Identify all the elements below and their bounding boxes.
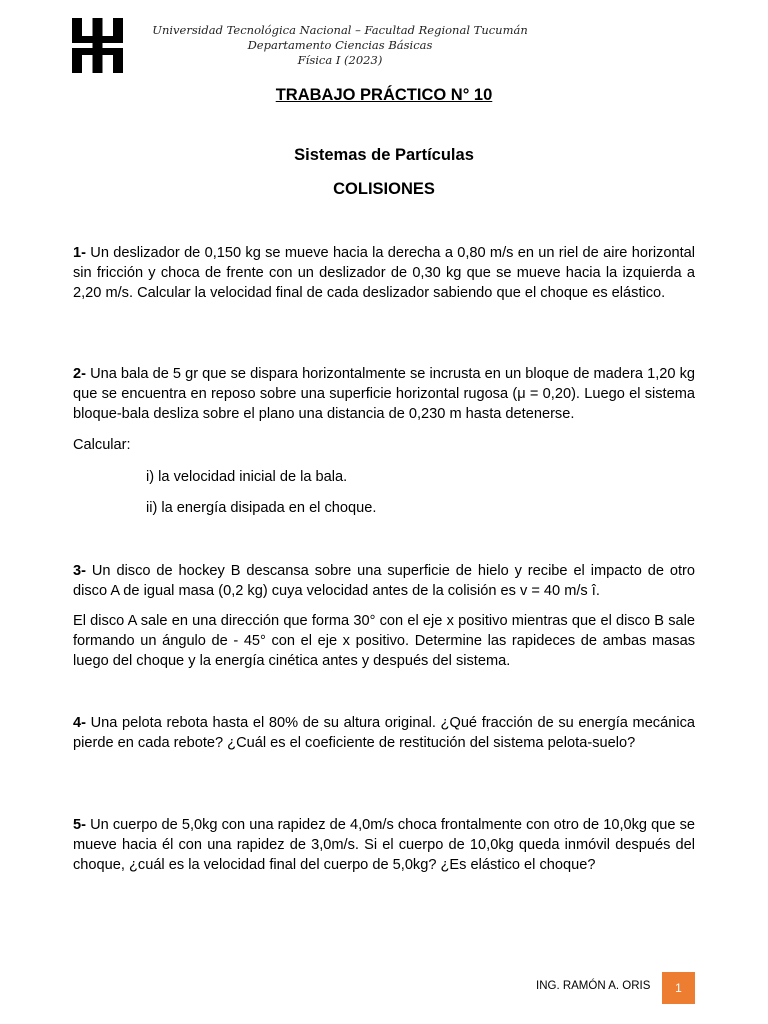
- problem-2: [73, 364, 695, 424]
- problem-number: 2-: [73, 366, 86, 382]
- problem-text: Un disco de hockey B descansa sobre una superficie de hielo y recibe el impacto de otro disco A de igual masa (0,2 kg) cuya velocidad antes de la colisión es v = 40 m/s î.: [73, 563, 695, 599]
- problem-4: [73, 713, 695, 753]
- problem-3: [73, 561, 695, 601]
- page-number: 1: [662, 972, 695, 1004]
- section-title: COLISIONES: [333, 180, 435, 198]
- footer-author: ING. RAMÓN A. ORIS: [536, 980, 651, 992]
- problem-text: Una bala de 5 gr que se dispara horizontalmente se incrusta en un bloque de madera 1,20 kg que se encuentra en reposo sobre una superficie horizontal rugosa (μ = 0,20). Luego el sistema bloque-bala desliza sobre el plano una distancia de 0,230 m hasta detenerse.: [73, 366, 695, 422]
- problem-5: [73, 815, 695, 875]
- utn-logo: [72, 18, 123, 73]
- problem-text: Un cuerpo de 5,0kg con una rapidez de 4,0m/s choca frontalmente con otro de 10,0kg que se mueve hacia él con una rapidez de 3,0m/s. Si el cuerpo de 10,0kg queda inmóvil después del choque, ¿cuál es la velocidad final del cuerpo de 5,0kg? ¿Es elástico el choque?: [73, 817, 695, 873]
- problem-text: Un deslizador de 0,150 kg se mueve hacia la derecha a 0,80 m/s en un riel de aire horizontal sin fricción y choca de frente con un deslizador de 0,30 kg que se mueve hacia la izquierda a 2,20 m/s. Calcular la velocidad final de cada deslizador sabiendo que el choque es elástico.: [73, 245, 696, 301]
- problem-3-continued: El disco A sale en una dirección que forma 30° con el eje x positivo mientras que el disco B sale formando un ángulo de - 45° con el eje x positivo. Determine las rapideces de ambas masas luego del choque y la energía cinética antes y después del sistema.: [73, 613, 695, 669]
- problem-number: 3-: [73, 563, 86, 579]
- course-name: Física I (2023): [297, 53, 383, 67]
- problem-number: 1-: [73, 245, 86, 261]
- calc-label: Calcular:: [73, 437, 131, 453]
- page-title: TRABAJO PRÁCTICO N° 10: [275, 86, 493, 104]
- calc-item-1: i) la velocidad inicial de la bala.: [146, 469, 348, 485]
- problem-1: [73, 243, 695, 303]
- calc-item-2: ii) la energía disipada en el choque.: [146, 500, 377, 516]
- subtitle: Sistemas de Partículas: [294, 146, 474, 164]
- institution-name: Universidad Tecnológica Nacional – Facultad Regional Tucumán: [152, 23, 528, 37]
- problem-text: Una pelota rebota hasta el 80% de su altura original. ¿Qué fracción de su energía mecánica pierde en cada rebote? ¿Cuál es el coeficiente de restitución del sistema pelota-suelo?: [73, 715, 695, 751]
- department-name: Departamento Ciencias Básicas: [247, 38, 433, 52]
- problem-number: 5-: [73, 817, 86, 833]
- problem-number: 4-: [73, 715, 86, 731]
